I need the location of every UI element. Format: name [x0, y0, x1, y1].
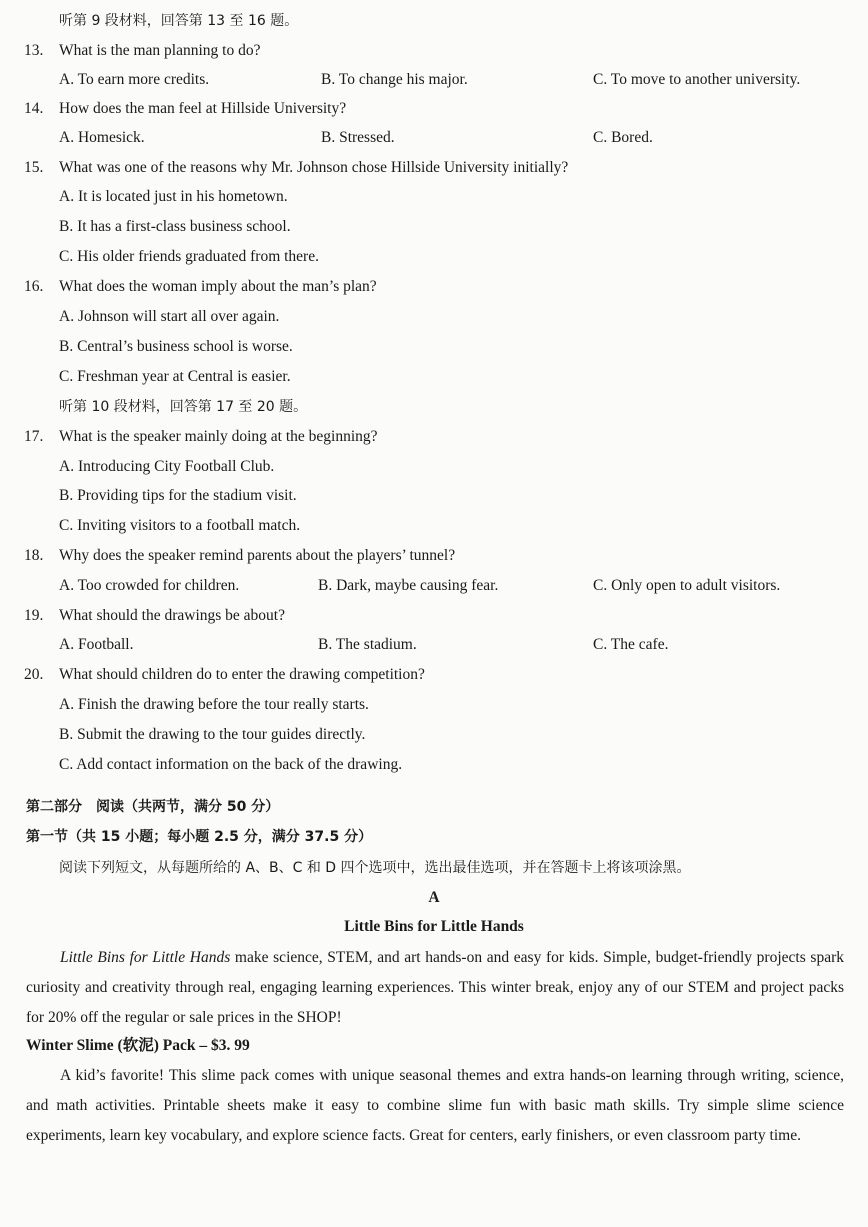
question-text: What should the drawings be about?: [59, 607, 285, 624]
question-text: What is the man planning to do?: [59, 42, 261, 59]
option-16-c: C. Freshman year at Central is easier.: [59, 368, 291, 385]
question-number: 16.: [24, 278, 44, 295]
option-16-b: B. Central’s business school is worse.: [59, 338, 293, 355]
option-17-b: B. Providing tips for the stadium visit.: [59, 487, 297, 504]
option-a: A. Football.: [59, 636, 134, 653]
question-text: What was one of the reasons why Mr. Johnson chose Hillside University initially?: [59, 159, 569, 176]
question-text: How does the man feel at Hillside University?: [59, 100, 347, 117]
reading-instruction: 阅读下列短文，从每题所给的 A、B、C 和 D 四个选项中，选出最佳选项，并在答题卡上将该项涂黑。: [59, 860, 691, 876]
option-15-b: B. It has a first-class business school.: [59, 218, 291, 235]
question-number: 13.: [24, 42, 44, 59]
passage-paragraph-2: A kid’s favorite! This slime pack comes with unique seasonal themes and extra hands-on learning through writing, science, and math activities. Printable sheets make it easy to combine slime fun with basic math skills. Try simple slime science experiments, learn key vocabulary, and explore science facts. Great for centers, early finishers, or even classroom party time.: [26, 1067, 844, 1144]
option-17-c: C. Inviting visitors to a football match.: [59, 517, 301, 534]
option-c: C. To move to another university.: [593, 71, 801, 88]
option-c: C. The cafe.: [593, 636, 669, 653]
question-number: 14.: [24, 100, 44, 117]
option-20-a: A. Finish the drawing before the tour really starts.: [59, 696, 369, 713]
part-two-title: 第二部分 阅读（共两节，满分 50 分）: [26, 799, 280, 815]
option-c: C. Bored.: [593, 129, 653, 146]
question-number: 20.: [24, 666, 44, 683]
option-a: A. Too crowded for children.: [59, 577, 240, 594]
option-20-c: C. Add contact information on the back of the drawing.: [59, 756, 403, 773]
passage-title: Little Bins for Little Hands: [344, 918, 524, 935]
passage-letter: A: [428, 889, 440, 906]
option-c: C. Only open to adult visitors.: [593, 577, 781, 594]
option-17-a: A. Introducing City Football Club.: [59, 458, 275, 475]
section-intro-10: 听第 10 段材料，回答第 17 至 20 题。: [59, 399, 308, 415]
question-number: 18.: [24, 547, 44, 564]
passage-paragraph-1: [26, 943, 844, 1033]
question-text: What does the woman imply about the man’s plan?: [59, 278, 377, 295]
option-15-a: A. It is located just in his hometown.: [59, 188, 288, 205]
option-20-b: B. Submit the drawing to the tour guides directly.: [59, 726, 366, 743]
paragraph-text: make science, STEM, and art hands-on and easy for kids. Simple, budget-friendly projects spark curiosity and creativity through real, engaging learning experiences. This winter break, enjoy any of our STEM and project packs for 20% off the regular or sale prices in the SHOP!: [26, 949, 844, 1026]
option-b: B. To change his major.: [321, 71, 468, 88]
question-text: Why does the speaker remind parents about the players’ tunnel?: [59, 547, 456, 564]
section-intro-9: 听第 9 段材料，回答第 13 至 16 题。: [59, 13, 299, 29]
option-b: B. Stressed.: [321, 129, 395, 146]
part-two-section-one: 第一节（共 15 小题；每小题 2.5 分，满分 37.5 分）: [26, 829, 373, 845]
option-a: A. Homesick.: [59, 129, 145, 146]
question-number: 15.: [24, 159, 44, 176]
option-b: B. Dark, maybe causing fear.: [318, 577, 499, 594]
question-text: What should children do to enter the drawing competition?: [59, 666, 425, 683]
question-number: 17.: [24, 428, 44, 445]
option-16-a: A. Johnson will start all over again.: [59, 308, 280, 325]
option-15-c: C. His older friends graduated from there.: [59, 248, 319, 265]
question-text: What is the speaker mainly doing at the beginning?: [59, 428, 378, 445]
question-number: 19.: [24, 607, 44, 624]
option-b: B. The stadium.: [318, 636, 417, 653]
brand-name: Little Bins for Little Hands: [60, 949, 231, 966]
option-a: A. To earn more credits.: [59, 71, 210, 88]
product-subheading: Winter Slime (软泥) Pack – $3. 99: [26, 1037, 250, 1054]
